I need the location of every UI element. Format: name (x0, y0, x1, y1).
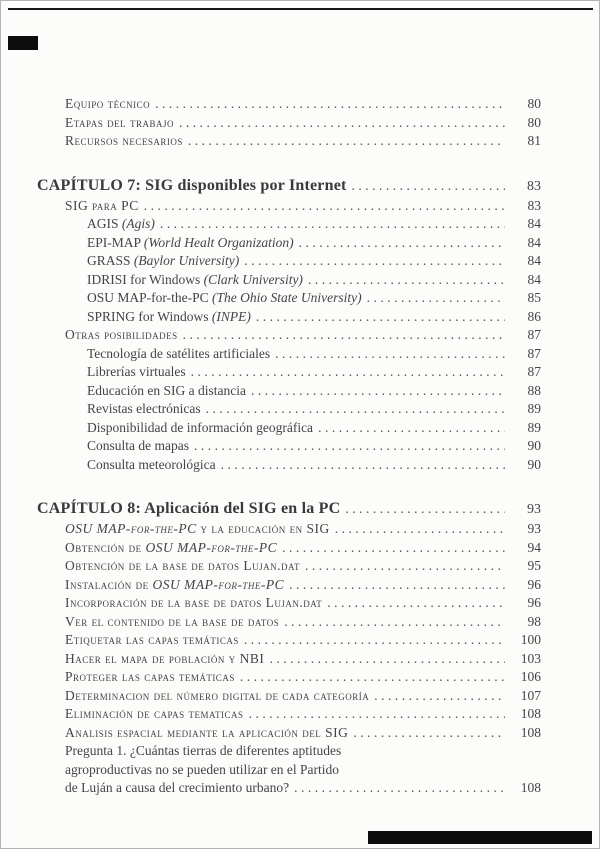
toc-page-number: 80 (527, 114, 541, 130)
toc-entry (65, 114, 541, 133)
toc-page-number: 84 (527, 271, 541, 287)
toc-list (37, 95, 541, 798)
toc-page-number: 103 (520, 650, 541, 666)
toc-entry (65, 594, 541, 613)
toc-leader-dots (269, 650, 505, 669)
toc-page-number: 94 (527, 539, 541, 555)
toc-entry-label: CAPÍTULO 8: Aplicación del SIG en la PC (37, 500, 341, 517)
toc-leader-dots (155, 95, 505, 114)
toc-entry (65, 132, 541, 151)
toc-page-number: 90 (527, 456, 541, 472)
toc-entry-label: Otras posibilidades (65, 327, 178, 342)
toc-leader-dots (183, 326, 505, 345)
toc-entry (65, 539, 541, 558)
toc-leader-dots (144, 197, 505, 216)
toc-entry-label: OSU MAP-for-the-PC y la educación en SIG (65, 521, 330, 536)
toc-leader-dots (256, 308, 505, 327)
toc-leader-dots (282, 539, 505, 558)
toc-entry-label: Consulta de mapas (87, 438, 189, 453)
toc-entry-label: Proteger las capas temáticas (65, 669, 235, 684)
toc-entry-label: IDRISI for Windows (Clark University) (87, 271, 303, 287)
toc-leader-dots (299, 234, 505, 253)
toc-page-number: 106 (520, 669, 541, 684)
toc-entry (65, 687, 541, 706)
toc-entry-label: CAPÍTULO 7: SIG disponibles por Internet (37, 176, 347, 194)
toc-entry (87, 419, 541, 438)
toc-leader-dots (345, 498, 505, 519)
toc-entry-label: de Luján a causa del crecimiento urbano? (65, 780, 290, 795)
toc-entry-line: agroproductivas no se pueden utilizar en el Partido (65, 761, 340, 777)
toc-entry (65, 576, 541, 595)
toc-entry (65, 197, 541, 216)
toc-leader-dots (240, 668, 505, 687)
toc-entry (65, 668, 541, 687)
toc-entry-label: GRASS (Baylor University) (87, 253, 240, 268)
toc-entry-label: Etiquetar las capas temáticas (65, 632, 239, 647)
toc-entry (87, 271, 541, 290)
toc-leader-dots (244, 252, 505, 271)
toc-entry-label: Educación en SIG a distancia (87, 382, 246, 398)
toc-leader-dots (305, 557, 505, 576)
toc-leader-dots (353, 724, 505, 743)
toc-page-number: 87 (527, 327, 541, 342)
toc-entry-label: OSU MAP-for-the-PC (The Ohio State University) (87, 290, 362, 305)
toc-page-number: 89 (527, 401, 541, 416)
toc-leader-dots (335, 520, 505, 539)
toc-entry (65, 95, 541, 114)
toc-leader-dots (327, 594, 505, 613)
toc-leader-dots (191, 363, 505, 382)
toc-entry (87, 456, 541, 475)
toc-page-number: 108 (520, 706, 541, 721)
toc-entry (65, 650, 541, 669)
toc-entry-label: AGIS (Agis) (87, 216, 155, 231)
toc-entry-label: Obtención de la base de datos Lujan.dat (65, 558, 300, 573)
toc-leader-dots (374, 687, 505, 706)
toc-page-number: 95 (527, 558, 541, 573)
toc-entry-label: Instalación de OSU MAP-for-the-PC (65, 576, 285, 592)
toc-entry-label: SIG para PC (65, 197, 139, 213)
toc-page-number: 83 (527, 197, 541, 213)
toc-page-number: 108 (520, 780, 541, 795)
toc-leader-dots (244, 631, 505, 650)
toc-leader-dots (318, 419, 505, 438)
toc-leader-dots (289, 576, 505, 595)
toc-entry-label: Revistas electrónicas (87, 401, 201, 416)
toc-entry (87, 234, 541, 253)
scan-artifact-top-rule (8, 8, 593, 10)
toc-entry-label: Determinacion del número digital de cada categoría (65, 687, 370, 703)
toc-page-number: 93 (527, 521, 541, 536)
toc-entry (65, 613, 541, 632)
toc-leader-dots (206, 400, 505, 419)
toc-leader-dots (352, 175, 505, 196)
toc-entry (65, 520, 541, 539)
toc-entry (87, 382, 541, 401)
toc-leader-dots (221, 456, 505, 475)
toc-page-number: 88 (527, 382, 541, 398)
toc-leader-dots (284, 613, 505, 632)
toc-page-number: 96 (527, 576, 541, 592)
toc-entry-label: SPRING for Windows (INPE) (87, 308, 251, 324)
toc-entry-label: EPI-MAP (World Healt Organization) (87, 234, 294, 250)
toc-leader-dots (275, 345, 505, 364)
toc-entry-label: Incorporación de la base de datos Lujan.dat (65, 595, 323, 610)
toc-leader-dots (179, 114, 505, 133)
toc-page-number: 84 (527, 216, 541, 231)
toc-page-number: 86 (527, 308, 541, 324)
toc-page-number: 89 (527, 419, 541, 435)
toc-entry-label: Recursos necesarios (65, 133, 183, 148)
toc-leader-dots (294, 779, 505, 798)
toc-entry-label: Equipo técnico (65, 96, 151, 111)
toc-entry-label: Hacer el mapa de población y NBI (65, 650, 265, 666)
toc-page-number: 100 (520, 632, 541, 647)
toc-entry-label: Ver el contenido de la base de datos (65, 613, 280, 629)
toc-entry (87, 215, 541, 234)
toc-leader-dots (251, 382, 505, 401)
toc-entry (87, 308, 541, 327)
toc-leader-dots (160, 215, 505, 234)
toc-page-number: 87 (527, 345, 541, 361)
toc-page-number: 84 (527, 234, 541, 250)
toc-page-number: 96 (527, 595, 541, 610)
toc-entry-label: Disponibilidad de información geográfica (87, 419, 314, 435)
toc-entry-multiline (65, 742, 541, 798)
toc-entry (87, 363, 541, 382)
toc-page-number: 83 (527, 178, 541, 194)
toc-page-number: 98 (527, 613, 541, 629)
toc-entry (65, 724, 541, 743)
toc-entry-label: Analisis espacial mediante la aplicación del SIG (65, 724, 349, 740)
toc-leader-dots (194, 437, 505, 456)
toc-entry-label: Etapas del trabajo (65, 114, 174, 130)
toc-entry (65, 326, 541, 345)
toc-page-number: 108 (520, 724, 541, 740)
toc-entry (87, 437, 541, 456)
toc-page-number: 107 (520, 687, 541, 703)
toc-entry (65, 779, 541, 798)
toc-leader-dots (308, 271, 505, 290)
toc-entry (87, 252, 541, 271)
toc-chapter-entry (37, 175, 541, 197)
toc-leader-dots (249, 705, 505, 724)
toc-entry (65, 631, 541, 650)
toc-page-number: 85 (527, 290, 541, 305)
toc-entry-label: Consulta meteorológica (87, 456, 216, 472)
toc-page-number: 90 (527, 438, 541, 453)
toc-leader-dots (367, 289, 505, 308)
toc-entry-label: Obtención de OSU MAP-for-the-PC (65, 539, 278, 555)
toc-entry-line: Pregunta 1. ¿Cuántas tierras de diferentes aptitudes (65, 743, 342, 758)
toc-chapter-entry (37, 498, 541, 520)
toc-page-number: 81 (527, 133, 541, 148)
toc-page-number: 84 (527, 253, 541, 268)
toc-entry-label: Tecnología de satélites artificiales (87, 345, 271, 361)
toc-entry-label: Librerías virtuales (87, 364, 186, 379)
toc-entry (87, 400, 541, 419)
toc-entry (65, 557, 541, 576)
scan-artifact-bottom-bar (368, 831, 592, 844)
toc-entry (87, 289, 541, 308)
toc-leader-dots (188, 132, 505, 151)
scan-artifact-top-left-block (8, 36, 38, 50)
toc-page-number: 80 (527, 96, 541, 111)
toc-page-number: 93 (527, 502, 541, 517)
toc-page-number: 87 (527, 364, 541, 379)
toc-entry-label: Eliminación de capas tematicas (65, 706, 244, 721)
toc-entry (87, 345, 541, 364)
toc-entry (65, 705, 541, 724)
